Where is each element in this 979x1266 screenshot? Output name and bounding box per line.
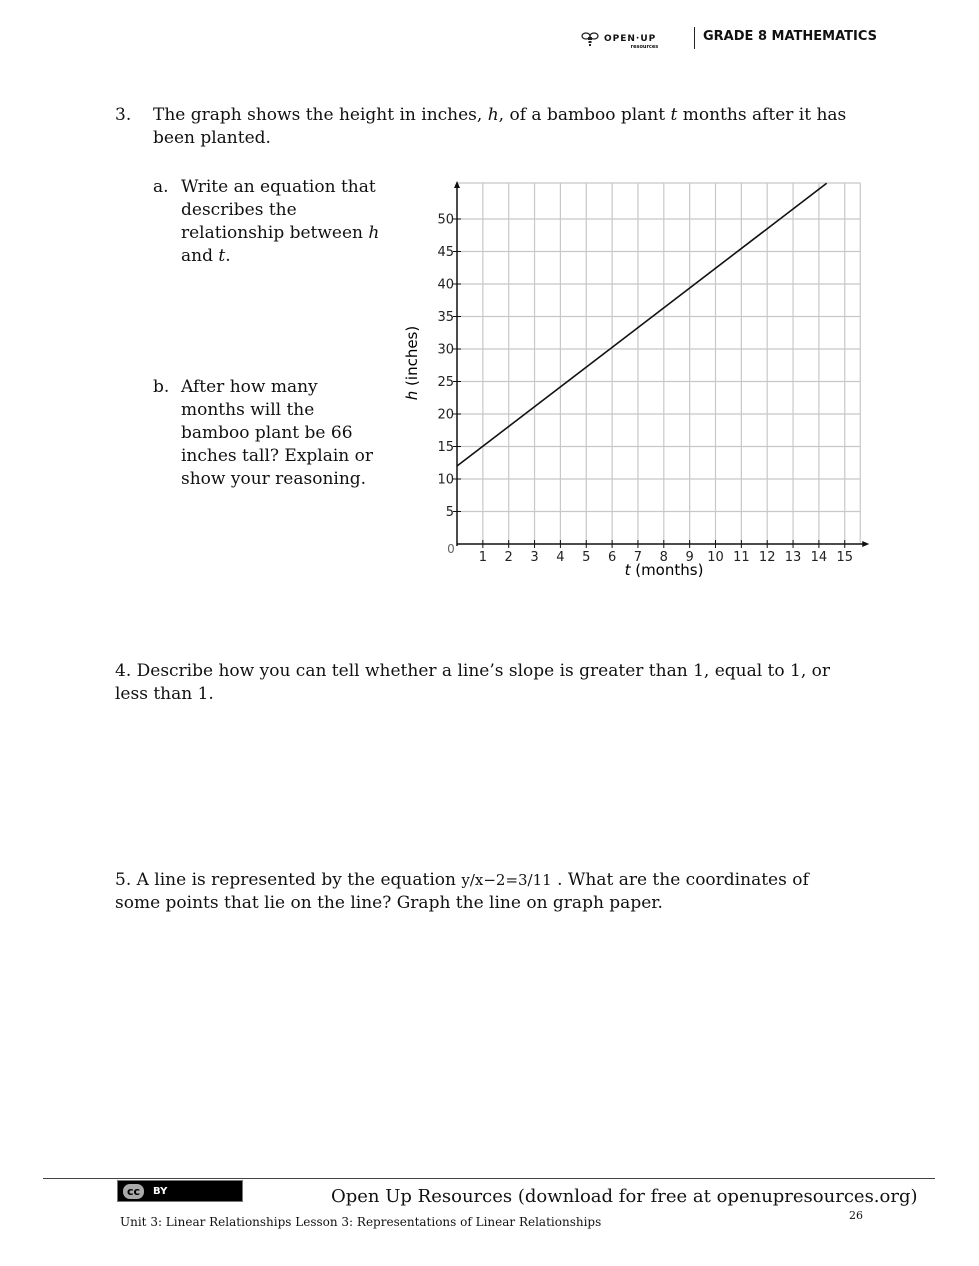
grade-label: GRADE 8 MATHEMATICS [703,29,877,44]
page-number: 26 [849,1209,863,1222]
logo-wordmark: OPEN·UP resources [604,34,659,50]
x-tick-label-1: 1 [478,550,487,565]
x-tick-label-13: 13 [784,550,802,565]
x-tick-label-4: 4 [556,550,565,565]
cc-icon: cc [122,1183,145,1200]
y-tick-label-40: 40 [437,277,454,293]
question-5-prompt: 5. A line is represented by the equation y/x−2=3/11 . What are the coordinates of some points that lie on the line? Graph the line on graph paper. [115,870,809,913]
y-tick-label-50: 50 [437,212,454,228]
question-3-number: 3. [115,105,132,125]
x-axis-arrow [862,541,869,547]
y-tick-label-5: 5 [445,505,454,520]
cc-by-license-badge [117,1180,243,1202]
footer-resources-note: Open Up Resources (download for free at openupresources.org) [331,1186,918,1207]
question-3-prompt: The graph shows the height in inches, h, of a bamboo plant t months after it has been planted. [153,105,847,148]
y-tick-label-20: 20 [437,407,454,423]
y-tick-label-35: 35 [437,310,454,325]
graph-tick-labels [437,213,853,566]
graph-series [457,183,827,466]
series-line-height [457,183,827,466]
x-tick-label-12: 12 [758,550,776,565]
x-tick-label-9: 9 [685,550,694,565]
bamboo-height-graph [400,178,870,588]
x-tick-label-3: 3 [530,550,539,565]
question-4-prompt: 4. Describe how you can tell whether a line’s slope is greater than 1, equal to 1, or less than 1. [115,661,831,704]
open-up-logo [580,28,659,50]
x-tick-label-8: 8 [659,550,668,565]
x-tick-label-6: 6 [607,550,617,565]
y-axis-label: h (inches) [403,325,421,401]
x-tick-label-11: 11 [733,550,750,565]
part-a-letter: a. [153,177,169,197]
x-tick-label-2: 2 [504,550,513,565]
by-icon: BY [153,1185,168,1197]
equation: y/x−2=3/11 [461,871,552,889]
x-tick-label-5: 5 [582,550,591,565]
bee-icon [580,29,600,49]
graph-axes [453,181,869,548]
origin-label: 0 [447,542,455,556]
x-tick-label-14: 14 [810,550,828,565]
x-axis-label: t (months) [624,561,704,579]
y-tick-label-15: 15 [437,440,454,455]
unit-lesson-title: Unit 3: Linear Relationships Lesson 3: Representations of Linear Relationships [120,1215,602,1229]
x-tick-label-15: 15 [836,550,854,565]
y-axis-arrow [454,181,460,188]
graph-grid [457,183,860,544]
logo-subtext: resources [630,44,659,50]
footer-divider [43,1178,935,1179]
part-b-letter: b. [153,377,170,397]
y-tick-label-25: 25 [437,375,454,390]
part-a-prompt: Write an equation that describes the relationship between h and t. [181,177,380,266]
header-divider [694,27,695,49]
x-tick-label-7: 7 [633,550,643,565]
y-tick-label-30: 30 [437,342,454,358]
y-tick-label-45: 45 [437,245,454,260]
y-tick-label-10: 10 [437,472,454,488]
part-b-prompt: After how many months will the bamboo plant be 66 inches tall? Explain or show your reasoning. [181,377,374,489]
x-tick-label-10: 10 [707,550,724,565]
